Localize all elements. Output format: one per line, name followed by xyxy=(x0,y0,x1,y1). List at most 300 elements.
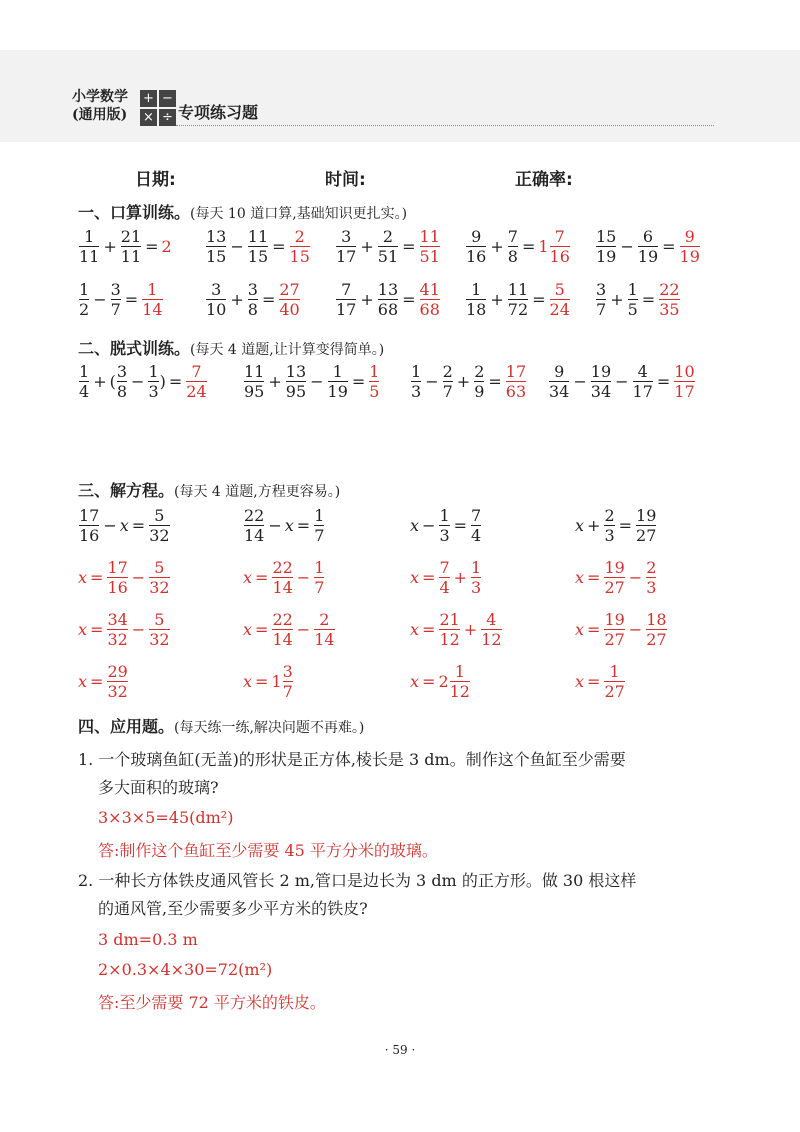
equals-sign: = xyxy=(422,672,436,691)
operator: − xyxy=(620,237,634,256)
question2-calculation1: 3 dm=0.3 m xyxy=(98,930,198,949)
fraction: 1 3 xyxy=(411,362,422,401)
answer-fraction xyxy=(279,280,299,319)
book-brand xyxy=(72,88,128,124)
mental-calc-item xyxy=(595,280,681,319)
denominator: 68 xyxy=(419,300,440,319)
mental-calc-item xyxy=(335,280,441,319)
denominator: 8 xyxy=(247,300,258,319)
numerator: 18 xyxy=(646,610,667,629)
denominator: 32 xyxy=(149,526,170,545)
fraction xyxy=(471,558,481,597)
denominator: 7 xyxy=(110,300,121,319)
denominator: 11 xyxy=(120,247,142,266)
solution-step xyxy=(243,662,294,701)
denominator: 16 xyxy=(107,578,128,597)
equals-sign: = xyxy=(90,620,104,639)
denominator: 16 xyxy=(466,247,487,266)
fraction xyxy=(149,506,169,545)
denominator: 16 xyxy=(79,526,100,545)
denominator: 14 xyxy=(142,300,163,319)
header-divider xyxy=(176,125,714,126)
variable-x: x xyxy=(243,672,253,691)
numerator: 15 xyxy=(596,227,617,246)
equals-sign: = xyxy=(131,516,146,535)
equation xyxy=(78,506,171,545)
equals-sign: = xyxy=(90,672,104,691)
numerator: 1 xyxy=(147,280,158,299)
fraction xyxy=(111,280,121,319)
denominator: 5 xyxy=(627,300,638,319)
fraction xyxy=(107,558,127,597)
numerator: 22 xyxy=(272,558,293,577)
numerator: 1 xyxy=(314,558,325,577)
accuracy-label: 正确率: xyxy=(515,170,573,190)
numerator: 5 xyxy=(154,610,165,629)
denominator: 32 xyxy=(107,630,128,649)
numerator: 17 xyxy=(79,506,100,525)
mental-calc-item xyxy=(465,280,571,319)
denominator: 3 xyxy=(439,526,450,545)
numerator: 11 xyxy=(247,227,269,246)
numerator: 7 xyxy=(439,558,450,577)
fraction xyxy=(481,610,501,649)
section4-heading: 四、应用题。(每天练一练,解决问题不再难。) xyxy=(78,717,365,736)
fraction: $\frac{2}{7}$ xyxy=(442,362,453,401)
fraction xyxy=(79,227,99,266)
numerator: 11 xyxy=(507,280,529,299)
denominator: 11 xyxy=(79,247,100,266)
mental-calc-item xyxy=(78,280,164,319)
equals-sign: = xyxy=(255,568,269,587)
page-number: · 59 · xyxy=(384,1043,416,1057)
numerator: 4 xyxy=(486,610,497,629)
denominator: 10 xyxy=(206,300,227,319)
numerator: 1 xyxy=(627,280,638,299)
numerator: 5 xyxy=(154,558,165,577)
solution-step xyxy=(575,610,668,649)
variable-x: x xyxy=(78,620,88,639)
variable-x: x xyxy=(78,672,88,691)
denominator: 51 xyxy=(377,247,399,266)
fraction xyxy=(466,280,486,319)
variable-x: x xyxy=(243,620,253,639)
equals-sign: = xyxy=(255,672,269,691)
numerator: 7 xyxy=(341,280,352,299)
equals-sign: = xyxy=(402,290,416,309)
denominator: 7 xyxy=(314,578,325,597)
solution-step xyxy=(410,662,471,701)
question1-line2: 多大面积的玻璃? xyxy=(98,778,219,797)
divide-icon: ÷ xyxy=(159,109,176,126)
brand-line2: (通用版) xyxy=(72,107,128,123)
fraction: $\frac{4}{17}$ xyxy=(632,362,653,401)
denominator: 3 xyxy=(471,578,482,597)
numerator: 1 xyxy=(454,662,465,681)
fraction xyxy=(107,662,127,701)
answer-whole: 1 xyxy=(538,237,549,256)
fraction xyxy=(314,558,324,597)
fraction xyxy=(206,280,226,319)
numerator: 27 xyxy=(279,280,300,299)
solution-step xyxy=(78,610,171,649)
variable-x: x xyxy=(284,516,294,535)
solution-step xyxy=(243,558,325,597)
variable-x: x xyxy=(575,516,585,535)
mental-calc-item xyxy=(595,227,701,266)
question2-line2: 的通风管,至少需要多少平方米的铁皮? xyxy=(98,899,368,918)
numerator: 2 xyxy=(646,558,657,577)
answer-fraction xyxy=(420,227,440,266)
denominator: 7 xyxy=(282,682,293,701)
fraction xyxy=(471,506,481,545)
numerator: 1 xyxy=(609,662,620,681)
operator: − xyxy=(93,290,107,309)
denominator: 4 xyxy=(471,526,482,545)
fraction xyxy=(206,227,226,266)
equals-sign: = xyxy=(641,290,656,309)
times-icon: × xyxy=(140,109,157,126)
numerator: 2 xyxy=(382,227,394,246)
denominator: 12 xyxy=(439,630,460,649)
numerator: 2 xyxy=(294,227,305,246)
operator-logo xyxy=(140,90,176,126)
problem2-4: 9 34 − $\frac{19}{34}$ − $\frac{4}{17}$ = $\frac{10}{17}$ xyxy=(549,362,695,401)
fraction: 3 8 xyxy=(116,362,128,401)
fraction xyxy=(439,558,449,597)
answer-fraction xyxy=(680,227,700,266)
numerator: 1 xyxy=(84,227,95,246)
fraction xyxy=(450,662,470,701)
fraction xyxy=(508,227,518,266)
fraction xyxy=(272,610,292,649)
denominator: 24 xyxy=(549,300,570,319)
answer-fraction xyxy=(420,280,440,319)
numerator: 22 xyxy=(659,280,680,299)
equals-sign: = xyxy=(296,516,311,535)
fraction xyxy=(149,558,169,597)
denominator: 14 xyxy=(244,526,265,545)
question2-line1: 2. 一种长方体铁皮通风管长 2 m,管口是边长为 3 dm 的正方形。做 30 根这样 xyxy=(78,871,637,890)
denominator: 14 xyxy=(272,630,293,649)
fraction xyxy=(283,662,293,701)
variable-x: x xyxy=(119,516,129,535)
answer-fraction xyxy=(550,227,570,266)
numerator: 1 xyxy=(79,280,90,299)
answer-fraction xyxy=(142,280,162,319)
denominator: 3 xyxy=(646,578,657,597)
numerator: 9 xyxy=(684,227,695,246)
variable-x: x xyxy=(78,568,88,587)
question1-answer: 答:制作这个鱼缸至少需要 45 平方分米的玻璃。 xyxy=(98,841,438,860)
operator: + xyxy=(360,290,374,309)
fraction xyxy=(604,662,624,701)
numerator: 7 xyxy=(507,227,518,246)
numerator: 41 xyxy=(419,280,440,299)
denominator: 8 xyxy=(507,247,518,266)
numerator: 3 xyxy=(341,227,352,246)
numerator: 7 xyxy=(471,506,482,525)
question2-calculation2: 2×0.3×4×30=72(m²) xyxy=(98,960,273,979)
section3-heading: 三、解方程。(每天 4 道题,方程更容易。) xyxy=(78,481,341,500)
fraction xyxy=(121,227,141,266)
numerator: 11 xyxy=(419,227,440,246)
fraction xyxy=(378,280,398,319)
operator: − xyxy=(268,516,282,535)
operator: + xyxy=(610,290,624,309)
operator: + xyxy=(587,516,601,535)
equals-sign: = xyxy=(90,568,104,587)
operator: + xyxy=(490,290,504,309)
solution-step xyxy=(410,610,503,649)
fraction: $\frac{19}{34}$ xyxy=(590,362,612,401)
fraction xyxy=(646,610,666,649)
equals-sign: = xyxy=(453,516,468,535)
fraction: 11 95 xyxy=(244,362,265,401)
operator: − xyxy=(131,568,146,587)
minus-icon: − xyxy=(159,90,176,107)
equals-sign: = xyxy=(587,568,601,587)
problem2-1: 1 4 + ( 3 8 − $\frac{1}{3}$ ) = $\frac{7}{24}$ xyxy=(79,362,207,401)
variable-x: x xyxy=(410,516,420,535)
mental-calc-item xyxy=(465,227,571,266)
denominator: 4 xyxy=(439,578,450,597)
variable-x: x xyxy=(575,620,585,639)
fraction xyxy=(439,610,459,649)
variable-x: x xyxy=(410,672,420,691)
variable-x: x xyxy=(243,568,253,587)
equals-sign: = xyxy=(422,568,436,587)
operator: − xyxy=(296,568,311,587)
numerator: 22 xyxy=(244,506,265,525)
fraction xyxy=(336,227,356,266)
operator: + xyxy=(453,568,468,587)
brand-line1: 小学数学 xyxy=(72,89,128,105)
mental-calc-item xyxy=(205,280,301,319)
fraction xyxy=(604,558,624,597)
denominator: 15 xyxy=(289,247,310,266)
denominator: 16 xyxy=(549,247,570,266)
answer-fraction: $\frac{1}{5}$ xyxy=(369,362,380,401)
operator: + xyxy=(463,620,478,639)
equals-sign: = xyxy=(255,620,269,639)
series-title: 专项练习题 xyxy=(178,103,259,122)
equals-sign: = xyxy=(521,237,536,256)
answer-fraction: $\frac{10}{17}$ xyxy=(674,362,695,401)
problem2-2: 11 95 + $\frac{13}{95}$ − $\frac{1}{19}$ = $\frac{1}{5}$ xyxy=(244,362,380,401)
operator: − xyxy=(296,620,311,639)
numerator: 7 xyxy=(554,227,565,246)
answer-fraction: $\frac{7}{24}$ xyxy=(186,362,207,401)
numerator: 21 xyxy=(439,610,460,629)
problem2-3: 1 3 − $\frac{2}{7}$ + $\frac{2}{9}$ = $\frac{17}{63}$ xyxy=(411,362,527,401)
numerator: 3 xyxy=(596,280,607,299)
numerator: 3 xyxy=(211,280,222,299)
denominator: 14 xyxy=(272,578,293,597)
denominator: 68 xyxy=(377,300,399,319)
question1-calculation: 3×3×5=45(dm²) xyxy=(98,808,234,827)
fraction: $\frac{2}{9}$ xyxy=(474,362,485,401)
equals-sign: = xyxy=(145,237,159,256)
operator: + xyxy=(230,290,244,309)
equals-sign: = xyxy=(402,237,416,256)
denominator: 12 xyxy=(449,682,470,701)
operator: − xyxy=(628,620,643,639)
denominator: 7 xyxy=(314,526,325,545)
variable-x: x xyxy=(575,672,585,691)
fraction xyxy=(508,280,528,319)
denominator: 17 xyxy=(336,300,357,319)
fraction xyxy=(149,610,169,649)
numerator: 1 xyxy=(439,506,450,525)
fraction xyxy=(596,227,616,266)
fraction xyxy=(107,610,127,649)
fraction xyxy=(596,280,606,319)
denominator: 19 xyxy=(637,247,659,266)
fraction: $\frac{1}{19}$ xyxy=(327,362,348,401)
numerator: 13 xyxy=(206,227,227,246)
denominator: 72 xyxy=(507,300,529,319)
answer-fraction xyxy=(550,280,570,319)
denominator: 32 xyxy=(107,682,128,701)
equals-sign: = xyxy=(587,672,601,691)
denominator: 27 xyxy=(646,630,667,649)
fraction xyxy=(638,227,658,266)
answer-fraction xyxy=(290,227,310,266)
numerator: 9 xyxy=(471,227,482,246)
numerator: 6 xyxy=(642,227,654,246)
solution-step xyxy=(78,662,129,701)
numerator: 2 xyxy=(319,610,330,629)
fraction: 9 34 xyxy=(549,362,570,401)
variable-x: x xyxy=(575,568,585,587)
equals-sign: = xyxy=(587,620,601,639)
denominator: 27 xyxy=(604,630,625,649)
fraction xyxy=(79,506,99,545)
equals-sign: = xyxy=(124,290,139,309)
numerator: 3 xyxy=(282,662,293,681)
fraction: $\frac{13}{95}$ xyxy=(285,362,307,401)
fraction xyxy=(604,610,624,649)
time-label: 时间: xyxy=(325,170,366,190)
equals-sign: = xyxy=(261,290,276,309)
solution-step xyxy=(78,558,171,597)
denominator: 27 xyxy=(604,578,625,597)
numerator: 5 xyxy=(554,280,565,299)
equals-sign: = xyxy=(422,620,436,639)
numerator: 29 xyxy=(107,662,128,681)
equals-sign: = xyxy=(662,237,676,256)
numerator: 1 xyxy=(314,506,325,525)
answer-whole: 1 xyxy=(271,672,282,691)
numerator: 21 xyxy=(120,227,142,246)
denominator: 15 xyxy=(247,247,269,266)
fraction xyxy=(272,558,292,597)
solution-step xyxy=(410,558,482,597)
mental-calc-item xyxy=(335,227,441,266)
equation xyxy=(575,506,657,545)
date-label: 日期: xyxy=(135,170,176,190)
fraction: 1 4 xyxy=(79,362,90,401)
numerator: 19 xyxy=(636,506,657,525)
numerator: 1 xyxy=(471,558,482,577)
numerator: 19 xyxy=(604,558,625,577)
denominator: 32 xyxy=(149,578,170,597)
section2-heading: 二、脱式训练。(每天 4 道题,让计算变得简单。) xyxy=(78,339,385,358)
fraction xyxy=(646,558,656,597)
answer-fraction: $\frac{17}{63}$ xyxy=(505,362,527,401)
operator: − xyxy=(422,516,436,535)
fraction xyxy=(248,227,268,266)
fraction xyxy=(244,506,264,545)
fraction xyxy=(439,506,449,545)
variable-x: x xyxy=(410,620,420,639)
answer-whole: 2 xyxy=(161,237,172,256)
denominator: 17 xyxy=(336,247,357,266)
fraction xyxy=(604,506,614,545)
fraction xyxy=(314,506,324,545)
fraction xyxy=(466,227,486,266)
operator: − xyxy=(628,568,643,587)
denominator: 19 xyxy=(679,247,700,266)
equals-sign: = xyxy=(272,237,286,256)
denominator: 51 xyxy=(419,247,440,266)
numerator: 17 xyxy=(107,558,128,577)
fraction xyxy=(248,280,258,319)
answer-whole: 2 xyxy=(438,672,449,691)
numerator: 5 xyxy=(154,506,165,525)
answer-fraction xyxy=(659,280,679,319)
mental-calc-item xyxy=(205,227,311,266)
denominator: 15 xyxy=(206,247,227,266)
equation xyxy=(410,506,482,545)
variable-x: x xyxy=(410,568,420,587)
denominator: 3 xyxy=(604,526,615,545)
equals-sign: = xyxy=(532,290,546,309)
section1-heading: 一、口算训练。(每天 10 道口算,基础知识更扎实。) xyxy=(78,203,408,222)
fraction xyxy=(79,280,89,319)
denominator: 27 xyxy=(636,526,657,545)
mental-calc-item xyxy=(78,227,172,266)
solution-step xyxy=(575,662,626,701)
question1-line1: 1. 一个玻璃鱼缸(无盖)的形状是正方体,棱长是 3 dm。制作这个鱼缸至少需要 xyxy=(78,750,626,769)
operator: + xyxy=(490,237,504,256)
numerator: 19 xyxy=(604,610,625,629)
denominator: 35 xyxy=(659,300,680,319)
fraction xyxy=(636,506,656,545)
equals-sign: = xyxy=(618,516,633,535)
operator: − xyxy=(103,516,117,535)
numerator: 22 xyxy=(272,610,293,629)
numerator: 2 xyxy=(604,506,615,525)
numerator: 3 xyxy=(247,280,258,299)
numerator: 3 xyxy=(110,280,121,299)
denominator: 7 xyxy=(596,300,607,319)
numerator: 1 xyxy=(471,280,482,299)
fraction: $\frac{1}{3}$ xyxy=(148,362,159,401)
fraction xyxy=(378,227,398,266)
equation xyxy=(243,506,325,545)
operator: + xyxy=(103,237,117,256)
numerator: 34 xyxy=(107,610,128,629)
denominator: 14 xyxy=(314,630,335,649)
denominator: 27 xyxy=(604,682,625,701)
question2-answer: 答:至少需要 72 平方米的铁皮。 xyxy=(98,993,326,1012)
operator: + xyxy=(360,237,374,256)
solution-step xyxy=(243,610,336,649)
denominator: 2 xyxy=(79,300,90,319)
operator: − xyxy=(131,620,146,639)
